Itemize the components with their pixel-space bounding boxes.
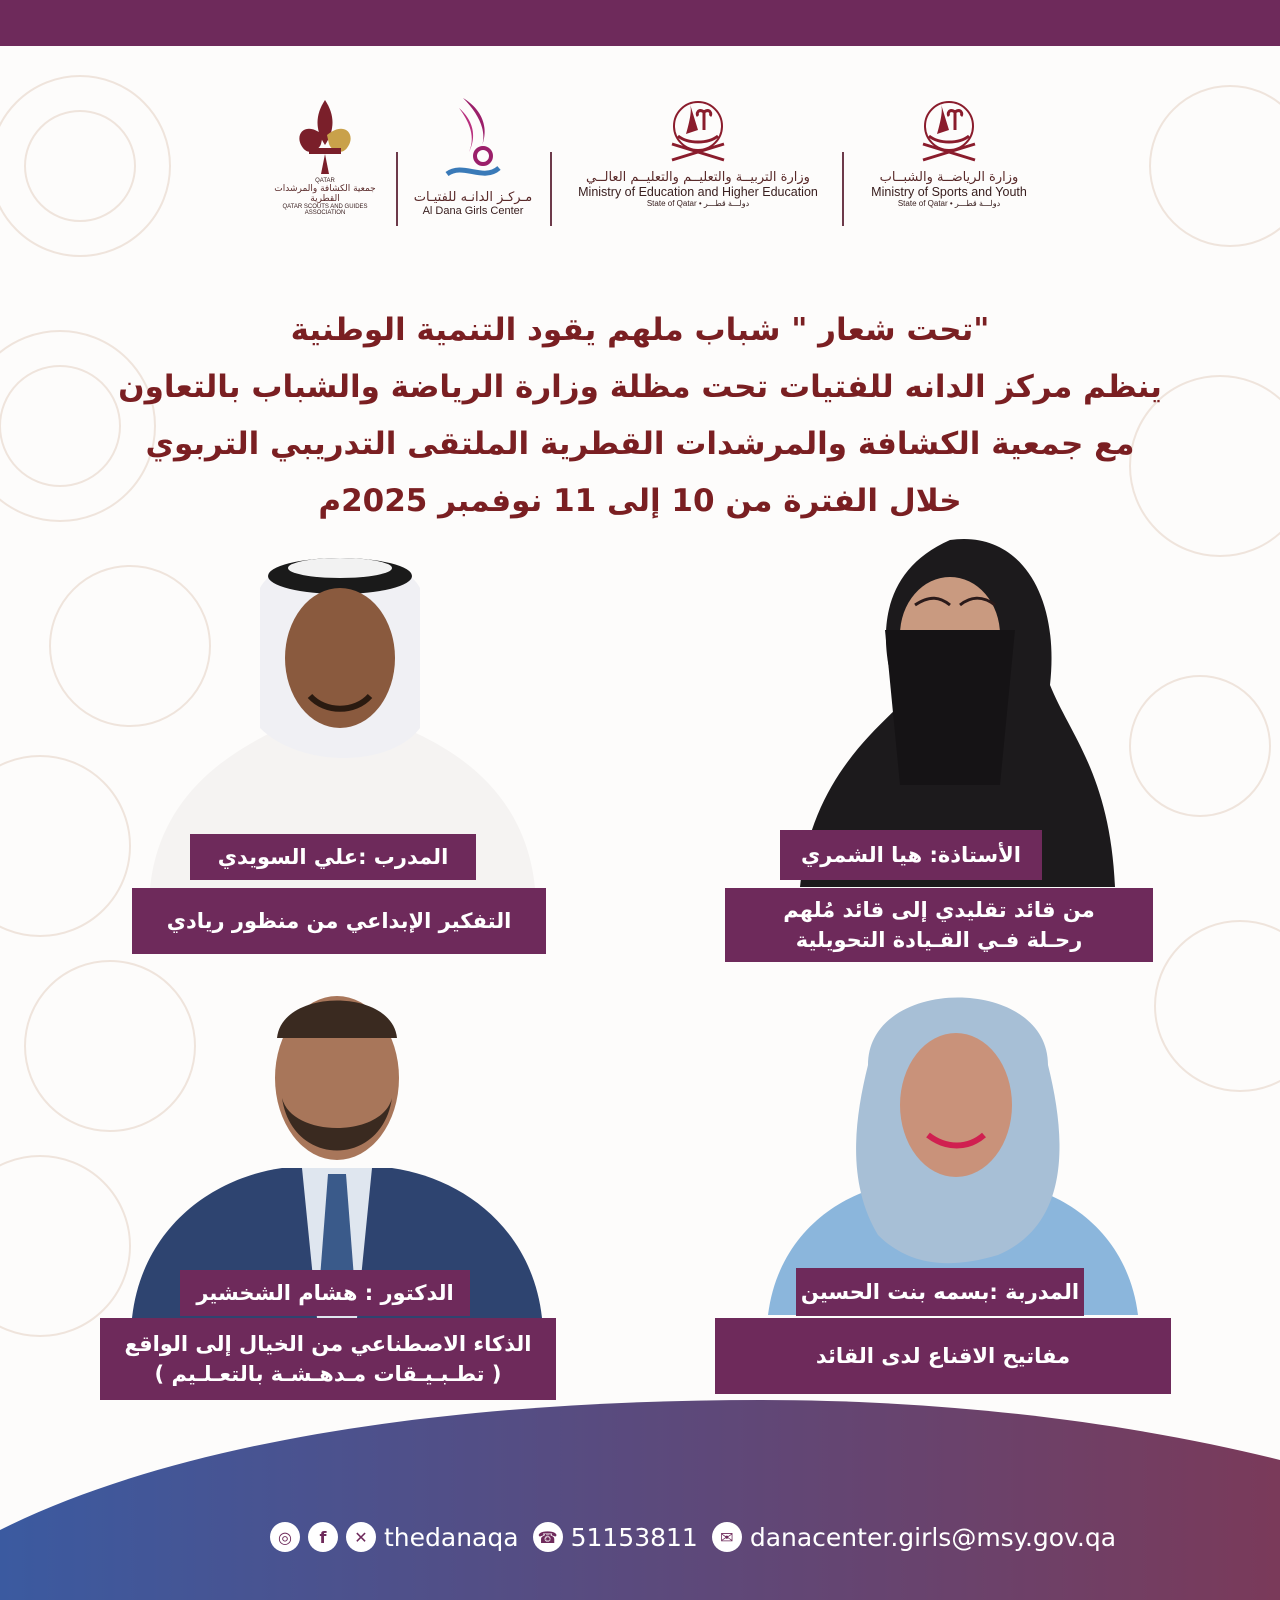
email-address[interactable]: danacenter.girls@msy.gov.qa <box>749 1522 1117 1552</box>
education-ministry-logo <box>566 90 830 250</box>
social-handle[interactable]: thedanaqa <box>384 1522 519 1552</box>
speaker-photo <box>768 985 1138 1315</box>
sports-ministry-logo <box>852 90 1046 250</box>
speaker-name-tag: الدكتور : هشام الشخشير <box>180 1270 470 1316</box>
logo-divider <box>396 152 398 226</box>
dana-logo <box>408 90 538 250</box>
topic-line: ( تطـبـيـقات مـدهـشـة بالتعـلـيم ) <box>154 1362 502 1386</box>
scouts-arabic-name: جمعية الكشافة والمرشدات القطرية <box>274 184 376 204</box>
logo-divider <box>842 152 844 226</box>
dana-arabic-name: مـركـز الدانـه للفتيـات <box>413 190 533 205</box>
qatar-emblem-icon <box>658 90 738 170</box>
speaker-name-tag: الأستاذة: هيا الشمري <box>780 830 1042 880</box>
email-icon: ✉ <box>712 1522 742 1552</box>
qatar-emblem-icon <box>909 90 989 170</box>
education-english-name: Ministry of Education and Higher Education <box>578 185 818 199</box>
sports-state-label: State of Qatar • دولـــة قطـــر <box>897 199 1001 208</box>
speaker-topic-box <box>132 888 546 954</box>
scouts-small-label: QATAR <box>315 178 335 184</box>
topic-line: التفكير الإبداعي من منظور ريادي <box>166 909 512 933</box>
scouts-english-name: QATAR SCOUTS AND GUIDES ASSOCIATION <box>282 204 368 216</box>
topic-line: الذكاء الاصطناعي من الخيال إلى الواقع <box>124 1332 532 1356</box>
fleur-de-lis-icon <box>285 90 365 180</box>
speaker-topic-box <box>725 888 1153 962</box>
speaker-name-tag: المدربة :بسمه بنت الحسين <box>796 1268 1084 1316</box>
topic-line: مفاتيح الاقناع لدى القائد <box>815 1344 1071 1368</box>
instagram-icon[interactable]: ◎ <box>270 1522 300 1552</box>
headline <box>110 302 1170 530</box>
sports-arabic-name: وزارة الرياضــة والشبــاب <box>879 170 1019 185</box>
headline-line: مع جمعية الكشافة والمرشدات القطرية الملتقى التدريبي التربوي <box>145 426 1135 462</box>
sports-english-name: Ministry of Sports and Youth <box>871 185 1027 199</box>
top-bar <box>0 0 1280 46</box>
scouts-logo <box>262 90 388 250</box>
education-state-label: State of Qatar • دولـــة قطـــر <box>646 199 750 208</box>
phone-number[interactable]: 51153811 <box>570 1522 698 1552</box>
headline-line: خلال الفترة من 10 إلى 11 نوفمبر 2025م <box>318 483 962 519</box>
topic-line: رحـلة فـي القـيادة التحويلية <box>795 928 1083 952</box>
education-arabic-name: وزارة التربيــة والتعليــم والتعليــم العالــي <box>586 170 810 185</box>
x-icon[interactable]: ✕ <box>346 1522 376 1552</box>
headline-line: ينظم مركز الدانه للفتيات تحت مظلة وزارة الرياضة والشباب بالتعاون <box>118 369 1162 405</box>
speaker-name-tag: المدرب :علي السويدي <box>190 834 476 880</box>
topic-line: من قائد تقليدي إلى قائد مُلهم <box>783 898 1095 922</box>
footer-contacts <box>270 1515 1120 1559</box>
dana-girl-icon <box>433 90 513 190</box>
facebook-icon[interactable]: f <box>308 1522 338 1552</box>
logo-row <box>0 90 1280 250</box>
headline-line: "تحت شعار " شباب ملهم يقود التنمية الوطنية <box>290 312 990 348</box>
speaker-photo <box>132 978 542 1318</box>
logo-divider <box>550 152 552 226</box>
dana-english-name: Al Dana Girls Center <box>422 205 524 217</box>
footer-wave <box>0 1380 1280 1600</box>
phone-icon: ☎ <box>533 1522 563 1552</box>
